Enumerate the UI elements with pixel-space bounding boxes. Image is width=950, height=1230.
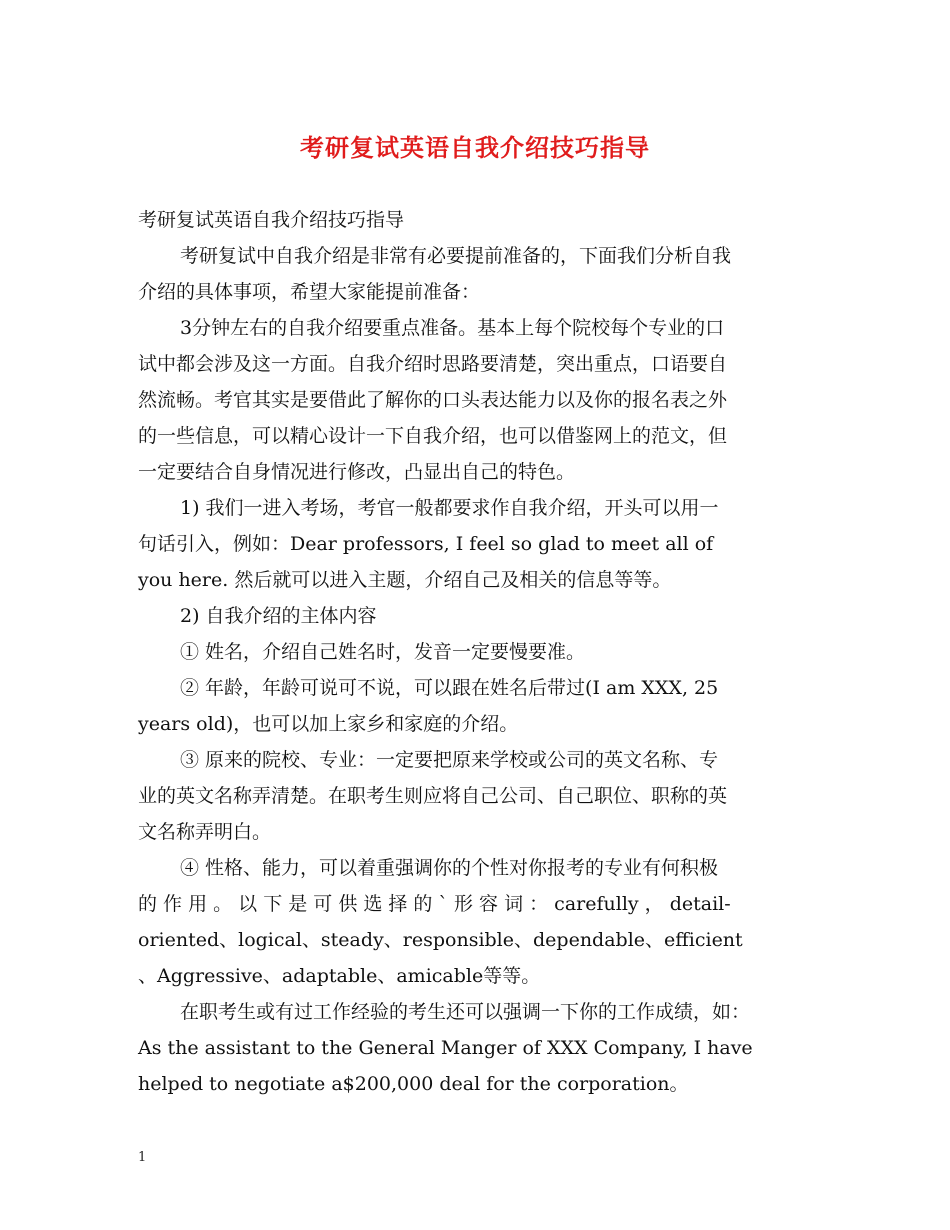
paragraph-heading-line: 考研复试英语自我介绍技巧指导 <box>138 209 405 231</box>
paragraph-line: 在职考生或有过工作经验的考生还可以强调一下你的工作成绩，如： <box>180 1001 751 1023</box>
paragraph-line: 一定要结合自身情况进行修改，凸显出自己的特色。 <box>138 461 576 483</box>
paragraph-line: As the assistant to the General Manger of XXX Company, I have <box>138 1037 753 1059</box>
paragraph-line: 的 作 用 。 以 下 是 可 供 选 择 的 ` 形 容 词 ： carefully ， detail- <box>138 893 731 915</box>
paragraph-line: 3分钟左右的自我介绍要重点准备。基本上每个院校每个专业的口 <box>180 317 725 339</box>
paragraph-line: you here. 然后就可以进入主题，介绍自己及相关的信息等等。 <box>138 569 672 591</box>
paragraph-line: 1) 我们一进入考场，考官一般都要求作自我介绍，开头可以用一 <box>180 497 719 519</box>
paragraph-line: 、Aggressive、adaptable、amicable等等。 <box>138 965 541 987</box>
paragraph-line: ③ 原来的院校、专业：一定要把原来学校或公司的英文名称、专 <box>180 749 719 771</box>
paragraph-line: oriented、logical、steady、responsible、dependable、efficient <box>138 929 743 951</box>
paragraph-line: 介绍的具体事项，希望大家能提前准备： <box>138 281 481 303</box>
paragraph-line: 考研复试中自我介绍是非常有必要提前准备的，下面我们分析自我 <box>180 245 732 267</box>
paragraph-line: ④ 性格、能力，可以着重强调你的个性对你报考的专业有何积极 <box>180 857 719 879</box>
paragraph-line: 文名称弄明白。 <box>138 821 272 843</box>
paragraph-line: 然流畅。考官其实是要借此了解你的口头表达能力以及你的报名表之外 <box>138 389 728 411</box>
paragraph-line: 2) 自我介绍的主体内容 <box>180 605 377 627</box>
paragraph-line: 试中都会涉及这一方面。自我介绍时思路要清楚，突出重点，口语要自 <box>138 353 728 375</box>
document-title: 考研复试英语自我介绍技巧指导 <box>300 133 650 162</box>
document-body <box>138 202 814 1102</box>
paragraph-line: 业的英文名称弄清楚。在职考生则应将自己公司、自己职位、职称的英 <box>138 785 728 807</box>
paragraph-line: 句话引入，例如：Dear professors, I feel so glad to meet all of <box>138 533 714 555</box>
page-number: 1 <box>138 1150 147 1165</box>
paragraph-line: years old)，也可以加上家乡和家庭的介绍。 <box>138 713 519 735</box>
paragraph-line: ① 姓名，介绍自己姓名时，发音一定要慢要准。 <box>180 641 586 663</box>
paragraph-line: ② 年龄，年龄可说可不说，可以跟在姓名后带过(I am XXX, 25 <box>180 677 719 699</box>
paragraph-line: 的一些信息，可以精心设计一下自我介绍，也可以借鉴网上的范文，但 <box>138 425 728 447</box>
paragraph-line: helped to negotiate a$200,000 deal for the corporation。 <box>138 1073 689 1095</box>
